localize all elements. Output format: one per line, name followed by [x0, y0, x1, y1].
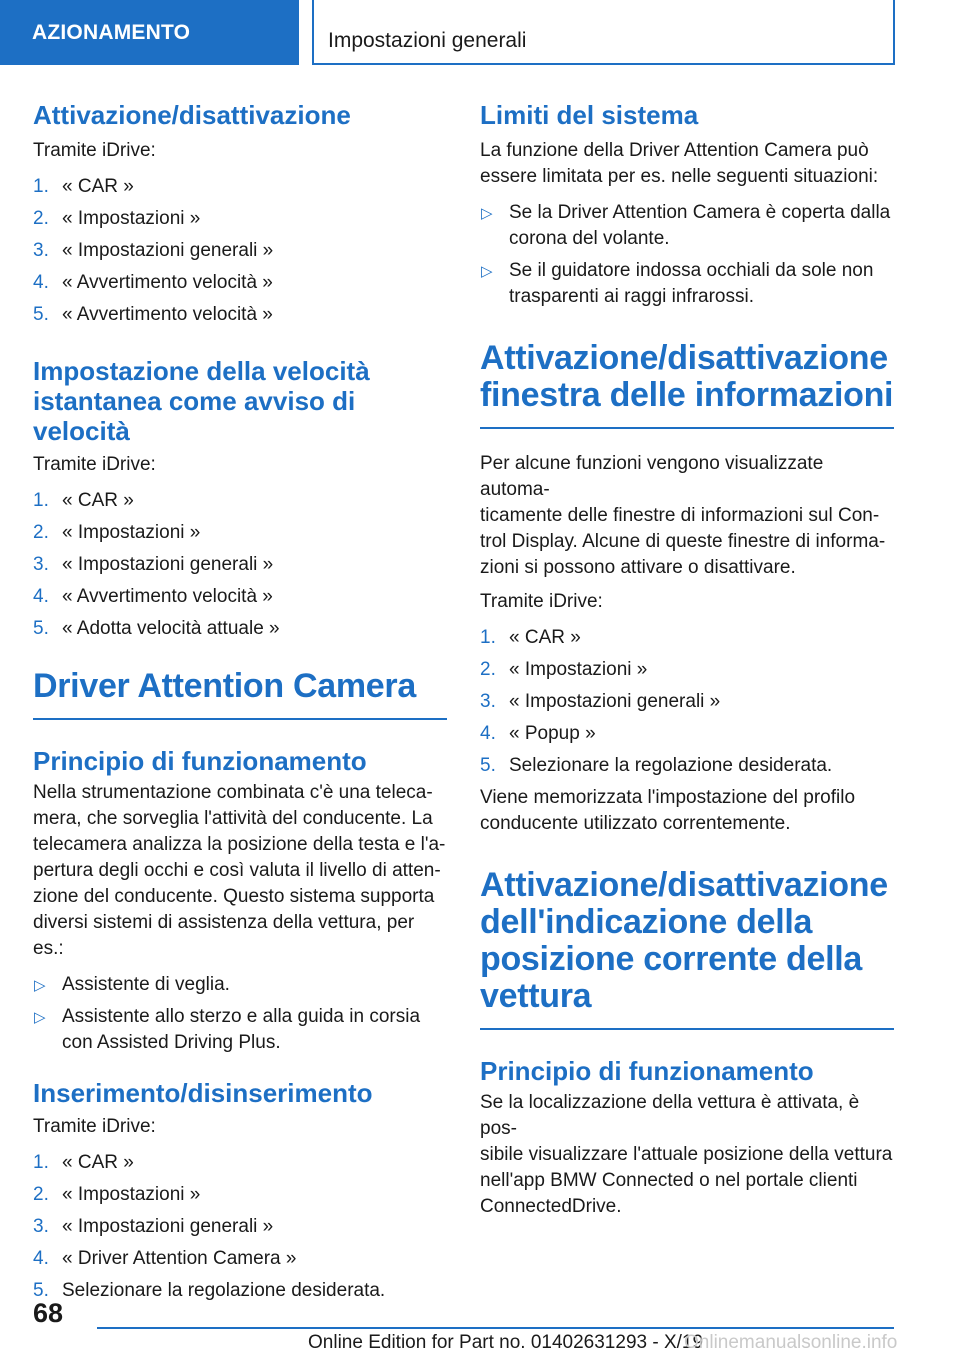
list-item: 5. Selezionare la regolazione desiderata. [33, 1280, 386, 1301]
section-rule [480, 427, 894, 429]
intro-idrive: Tramite iDrive: [33, 140, 156, 161]
list-item: 1. « CAR » [33, 1152, 134, 1173]
list-item: ▷ Assistente di veglia. [33, 972, 447, 998]
body-paragraph: Se la localizzazione della vettura è attivata, è pos- sibile visualizzare l'attuale posizione della vettura nell'app BMW Connected o nel portale clienti ConnectedDrive. [480, 1092, 893, 1217]
heading-attivazione: Attivazione/disattivazione [33, 100, 351, 130]
list-item: 5. Selezionare la regolazione desiderata. [480, 755, 833, 776]
list-item: 3. « Impostazioni generali » [33, 1216, 274, 1237]
intro-idrive: Tramite iDrive: [33, 1116, 156, 1137]
triangle-bullet-icon: ▷ [481, 263, 493, 280]
list-item: 2. « Impostazioni » [33, 1184, 201, 1205]
heading-limiti: Limiti del sistema [480, 100, 699, 130]
list-item: ▷ Assistente allo sterzo e alla guida in corsia con Assisted Driving Plus. [34, 1006, 421, 1053]
body-paragraph: La funzione della Driver Attention Camera può essere limitata per es. nelle seguenti situazioni: [480, 140, 879, 187]
intro-idrive: Tramite iDrive: [33, 454, 156, 475]
bullet-list [33, 972, 447, 1056]
list-item: 3. « Impostazioni generali » [33, 240, 274, 261]
heading-principio: Principio di funzionamento [480, 1056, 814, 1086]
list-item: 5. « Avvertimento velocità » [33, 304, 273, 325]
heading-driver-attention-camera: Driver Attention Camera [33, 667, 416, 705]
list-item: 1. « CAR » [33, 490, 134, 511]
watermark: Onlinemanualsonline.info [684, 1332, 898, 1353]
left-column [33, 100, 447, 1310]
heading-finestra-informazioni: Attivazione/disattivazione finestra delle informazioni [480, 339, 894, 414]
list-item: 2. « Impostazioni » [33, 208, 201, 229]
steps-list [33, 488, 447, 642]
heading-posizione-corrente: Attivazione/disattivazione dell'indicazione della posizione corrente della vettura [480, 866, 888, 1015]
list-item: 2. « Impostazioni » [480, 659, 648, 680]
list-item: 4. « Popup » [480, 723, 596, 744]
body-paragraph: Nella strumentazione combinata c'è una teleca- mera, che sorveglia l'attività del conducente. La telecamera analizza la posizione della testa e l'a- pertura degli occhi e così valuta il livello di atten- zione del conducente. Questo sistema supporta diversi sistemi di assistenza della vettura, per es.: [33, 782, 446, 959]
right-column [480, 100, 894, 1220]
list-item: ▷ Se la Driver Attention Camera è coperta dalla corona del volante. [481, 202, 891, 249]
list-item: 3. « Impostazioni generali » [480, 691, 721, 712]
triangle-bullet-icon: ▷ [34, 977, 46, 994]
list-item: 4. « Driver Attention Camera » [33, 1248, 297, 1269]
body-paragraph: Viene memorizzata l'impostazione del profilo conducente utilizzato correntemente. [480, 787, 856, 834]
steps-list [33, 1150, 447, 1304]
section-rule [33, 718, 447, 720]
bullet-list [480, 200, 894, 310]
page-number: 68 [33, 1298, 64, 1328]
triangle-bullet-icon: ▷ [481, 205, 493, 222]
steps-list [480, 625, 894, 779]
list-item: 3. « Impostazioni generali » [33, 554, 274, 575]
body-paragraph: Per alcune funzioni vengono visualizzate automa- ticamente delle finestre di informazioni sul Con- trol Display. Alcune di queste finestre di informa- zioni si possono attivare o disattivare. [480, 453, 886, 578]
list-item: 1. « CAR » [33, 176, 134, 197]
section-tab: AZIONAMENTO [0, 0, 299, 65]
list-item: ▷ Se il guidatore indossa occhiali da sole non trasparenti ai raggi infrarossi. [481, 260, 874, 307]
footer-rule [97, 1327, 894, 1329]
chapter-title: Impostazioni generali [312, 0, 895, 65]
list-item: 5. « Adotta velocità attuale » [33, 618, 280, 639]
intro-idrive: Tramite iDrive: [480, 591, 603, 612]
section-rule [480, 1028, 894, 1030]
heading-impostazione-velocita: Impostazione della velocità istantanea come avviso di velocità [33, 356, 370, 446]
list-item: 4. « Avvertimento velocità » [33, 272, 273, 293]
list-item: 1. « CAR » [480, 627, 581, 648]
heading-inserimento: Inserimento/disinserimento [33, 1078, 373, 1108]
edition-text: Online Edition for Part no. 01402631293 - X/19 [308, 1332, 704, 1353]
list-item: 4. « Avvertimento velocità » [33, 586, 273, 607]
steps-list [33, 174, 447, 328]
triangle-bullet-icon: ▷ [34, 1009, 46, 1026]
heading-principio: Principio di funzionamento [33, 746, 367, 776]
list-item: 2. « Impostazioni » [33, 522, 201, 543]
